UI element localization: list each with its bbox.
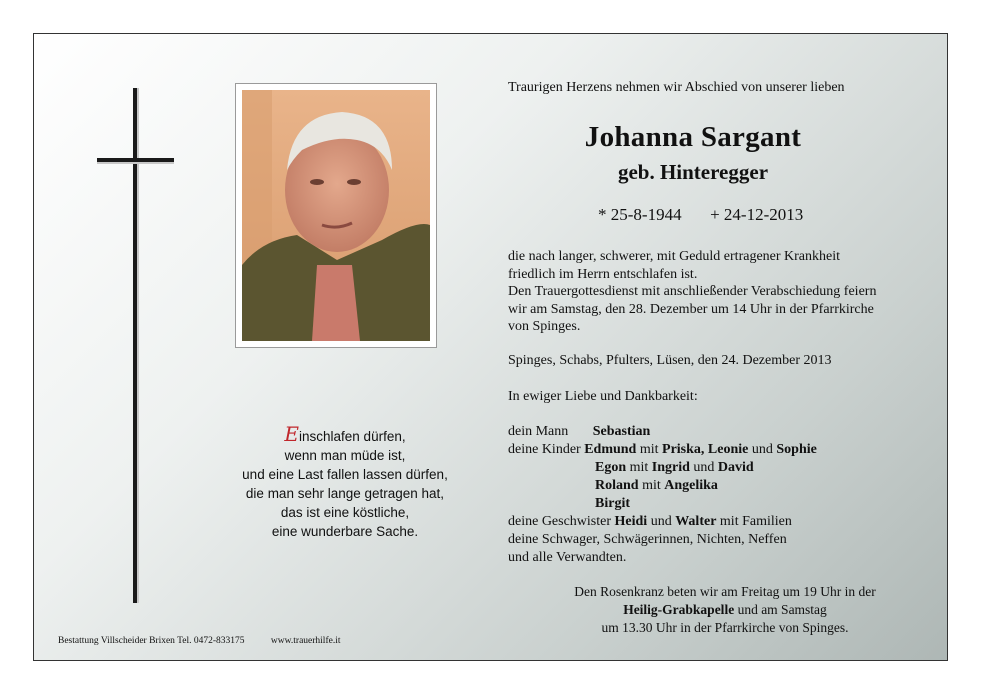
website-link[interactable]: www.trauerhilfe.it [270, 636, 341, 646]
rosary-notice [540, 583, 910, 637]
rosary-line-1: Den Rosenkranz beten wir am Freitag um 19 Uhr in der [574, 584, 876, 599]
poem-decorative-initial: E [284, 422, 300, 446]
birth-date: * 25-8-1944 [598, 205, 682, 224]
poem-line-1: inschlafen dürfen, [299, 429, 406, 444]
poem-line-3: und eine Last fallen lassen dürfen, [242, 467, 448, 482]
family-row-siblings: deine Geschwister Heidi und Walter mit Familien [508, 514, 792, 529]
poem-line-2: wenn man müde ist, [284, 448, 406, 463]
announcement-text [508, 248, 948, 336]
text-line: von Spinges. [508, 319, 581, 334]
undertaker-info: Bestattung Villscheider Brixen Tel. 0472-833175 [58, 636, 245, 646]
family-row-husband: dein Mann Sebastian [508, 424, 651, 439]
text-line: friedlich im Herrn entschlafen ist. [508, 266, 698, 282]
rosary-line-3: um 13.30 Uhr in der Pfarrkirche von Spinges. [601, 620, 849, 635]
cross-vertical-beam [133, 88, 137, 603]
portrait-frame [235, 83, 437, 348]
cross-horizontal-beam [97, 158, 174, 162]
poem-line-6: eine wunderbare Sache. [271, 524, 419, 539]
family-row-child-4: Birgit [595, 496, 630, 511]
deceased-name: Johanna Sargant [584, 121, 802, 153]
place-and-date: Spinges, Schabs, Pfulters, Lüsen, den 24. Dezember 2013 [508, 353, 832, 368]
family-row-children: deine Kinder Edmund mit Priska, Leonie und Sophie [508, 442, 817, 457]
rosary-line-2: Heilig-Grabkapelle und am Samstag [623, 602, 827, 617]
text-line: wir am Samstag, den 28. Dezember um 14 Uhr in der Pfarrkirche [508, 301, 874, 317]
text-line: Den Trauergottesdienst mit anschließender Verabschiedung feiern [508, 284, 877, 299]
family-list [508, 423, 948, 567]
footer [58, 636, 364, 646]
portrait-photo [242, 90, 430, 341]
love-line: In ewiger Liebe und Dankbarkeit: [508, 389, 698, 404]
husband-name: Sebastian [592, 424, 651, 439]
family-row-child-3: Roland mit Angelika [595, 478, 718, 493]
life-dates [598, 205, 803, 225]
poem-line-4: die man sehr lange getragen hat, [245, 486, 445, 501]
intro-line: Traurigen Herzens nehmen wir Abschied von unserer lieben [508, 80, 845, 95]
family-row-inlaws: deine Schwager, Schwägerinnen, Nichten, Neffen [508, 532, 787, 547]
poem-line-5: das ist eine köstliche, [280, 505, 410, 520]
death-date: + 24-12-2013 [710, 205, 804, 224]
text-line: die nach langer, schwerer, mit Geduld ertragener Krankheit [508, 249, 841, 264]
poem [195, 422, 495, 541]
family-row-relatives: und alle Verwandten. [508, 550, 627, 565]
family-row-child-2: Egon mit Ingrid und David [595, 460, 754, 475]
maiden-name: geb. Hinteregger [617, 160, 769, 184]
